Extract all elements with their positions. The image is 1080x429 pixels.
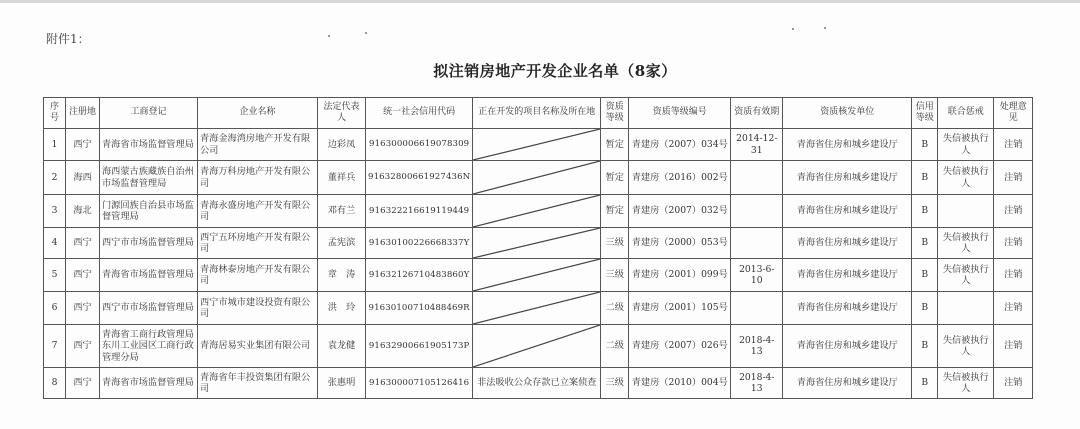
header-qual-no: 资质等级编号 [629, 98, 731, 129]
cell-company: 青海万科房地产开发有限公司 [198, 161, 318, 195]
cell-action: 注销 [994, 259, 1033, 292]
header-credit-grade: 信用等级 [912, 98, 938, 129]
cell-qual-no: 青建房（2010）004号 [629, 368, 731, 399]
cell-qual-level: 三级 [601, 259, 629, 292]
cell-no: 8 [44, 368, 66, 399]
cell-qual-no: 青建房（2007）026号 [629, 325, 731, 368]
cell-qual-level: 暂定 [601, 195, 629, 228]
cell-valid-until [731, 228, 783, 259]
cell-qual-no: 青建房（2016）002号 [629, 161, 731, 195]
header-company: 企业名称 [198, 98, 318, 129]
cell-credit-code: 91630100226668337Y [366, 228, 473, 259]
cell-project [473, 259, 601, 292]
cell-joint-punish: 失信被执行人 [938, 129, 994, 161]
cell-region: 西宁 [66, 129, 100, 161]
cell-no: 1 [44, 129, 66, 161]
header-project: 正在开发的项目名称及所在地 [473, 98, 601, 129]
table-row [44, 259, 1033, 292]
header-credit-code: 统一社会信用代码 [366, 98, 473, 129]
cell-credit-code: 916322216619119449 [366, 195, 473, 228]
cell-company: 西宁市城市建设投资有限公司 [198, 292, 318, 325]
cell-company: 青海金海湾房地产开发有限公司 [198, 129, 318, 161]
cell-qual-no: 青建房（2007）032号 [629, 195, 731, 228]
cell-project: 非法吸收公众存款已立案侦查 [473, 368, 601, 399]
cell-legal-rep: 邓有兰 [318, 195, 366, 228]
cell-registry: 青海省市场监督管理局 [100, 259, 198, 292]
cell-credit-grade: B [912, 228, 938, 259]
cell-no: 2 [44, 161, 66, 195]
cell-registry: 青海省工商行政管理局东川工业园区工商行政管理分局 [100, 325, 198, 368]
cell-credit-grade: B [912, 195, 938, 228]
table-row [44, 228, 1033, 259]
cell-qual-no: 青建房（2007）034号 [629, 129, 731, 161]
table-row [44, 292, 1033, 325]
diagonal-strike-line [473, 325, 600, 367]
cell-joint-punish [938, 195, 994, 228]
cell-action: 注销 [994, 325, 1033, 368]
cell-joint-punish: 失信被执行人 [938, 259, 994, 292]
cell-qual-no: 青建房（2000）053号 [629, 228, 731, 259]
cell-qual-no: 青建房（2001）099号 [629, 259, 731, 292]
scan-speck [824, 27, 826, 29]
cell-issuer: 青海省住房和城乡建设厅 [783, 259, 912, 292]
table-row [44, 129, 1033, 161]
cell-joint-punish: 失信被执行人 [938, 325, 994, 368]
header-issuer: 资质核发单位 [783, 98, 912, 129]
cell-credit-code: 916300007105126416 [366, 368, 473, 399]
cell-qual-no: 青建房（2001）105号 [629, 292, 731, 325]
cell-issuer: 青海省住房和城乡建设厅 [783, 195, 912, 228]
cell-credit-grade: B [912, 129, 938, 161]
cell-legal-rep: 洪 玲 [318, 292, 366, 325]
cell-credit-code: 91632126710483860Y [366, 259, 473, 292]
diagonal-strike-line [473, 195, 600, 227]
header-qual-level: 资质等级 [601, 98, 629, 129]
cell-company: 青海林泰房地产开发有限公司 [198, 259, 318, 292]
table-row [44, 325, 1033, 368]
cell-qual-level: 暂定 [601, 129, 629, 161]
cell-action: 注销 [994, 161, 1033, 195]
header-legal-rep: 法定代表人 [318, 98, 366, 129]
cell-valid-until: 2013-6-10 [731, 259, 783, 292]
cell-legal-rep: 袁龙健 [318, 325, 366, 368]
cell-registry: 门源回族自治县市场监督管理局 [100, 195, 198, 228]
cell-joint-punish: 失信被执行人 [938, 368, 994, 399]
cell-qual-level: 二级 [601, 292, 629, 325]
cell-no: 5 [44, 259, 66, 292]
cell-valid-until: 2014-12-31 [731, 129, 783, 161]
cell-project [473, 161, 601, 195]
cell-credit-grade: B [912, 325, 938, 368]
cell-credit-grade: B [912, 161, 938, 195]
cell-no: 3 [44, 195, 66, 228]
cell-registry: 西宁市市场监督管理局 [100, 228, 198, 259]
header-action: 处理意见 [994, 98, 1033, 129]
cell-registry: 海西蒙古族藏族自治州市场监督管理局 [100, 161, 198, 195]
cell-action: 注销 [994, 228, 1033, 259]
cell-no: 6 [44, 292, 66, 325]
cell-issuer: 青海省住房和城乡建设厅 [783, 129, 912, 161]
cell-legal-rep: 孟宪滨 [318, 228, 366, 259]
cell-company: 青海居易实业集团有限公司 [198, 325, 318, 368]
cell-issuer: 青海省住房和城乡建设厅 [783, 161, 912, 195]
cell-credit-grade: B [912, 292, 938, 325]
cell-region: 西宁 [66, 325, 100, 368]
table-row [44, 195, 1033, 228]
cell-no: 7 [44, 325, 66, 368]
header-valid-until: 资质有效期 [731, 98, 783, 129]
cell-region: 海西 [66, 161, 100, 195]
cell-registry: 青海省市场监督管理局 [100, 368, 198, 399]
cell-issuer: 青海省住房和城乡建设厅 [783, 368, 912, 399]
cell-action: 注销 [994, 129, 1033, 161]
cell-action: 注销 [994, 368, 1033, 399]
cell-region: 西宁 [66, 259, 100, 292]
cell-joint-punish: 失信被执行人 [938, 228, 994, 259]
cell-region: 西宁 [66, 368, 100, 399]
cell-no: 4 [44, 228, 66, 259]
cell-valid-until: 2018-4-13 [731, 368, 783, 399]
diagonal-strike-line [473, 292, 600, 324]
cell-company: 青海省年丰投资集团有限公司 [198, 368, 318, 399]
cell-joint-punish [938, 292, 994, 325]
cell-legal-rep: 章 涛 [318, 259, 366, 292]
diagonal-strike-line [473, 228, 600, 258]
cell-legal-rep: 张惠明 [318, 368, 366, 399]
document-title: 拟注销房地产开发企业名单（8家） [433, 62, 677, 80]
enterprise-table [43, 97, 1033, 399]
cell-valid-until [731, 161, 783, 195]
cell-qual-level: 三级 [601, 368, 629, 399]
cell-action: 注销 [994, 195, 1033, 228]
cell-valid-until [731, 195, 783, 228]
cell-credit-code: 91632900661905173P [366, 325, 473, 368]
cell-credit-code: 91632800661927436N [366, 161, 473, 195]
diagonal-strike-line [473, 161, 600, 194]
cell-issuer: 青海省住房和城乡建设厅 [783, 292, 912, 325]
cell-project [473, 129, 601, 161]
cell-region: 西宁 [66, 292, 100, 325]
header-registry: 工商登记 [100, 98, 198, 129]
cell-issuer: 青海省住房和城乡建设厅 [783, 228, 912, 259]
cell-project [473, 195, 601, 228]
cell-credit-grade: B [912, 368, 938, 399]
table-row [44, 368, 1033, 399]
diagonal-strike-line [473, 259, 600, 291]
header-region: 注册地 [66, 98, 100, 129]
cell-legal-rep: 边彩凤 [318, 129, 366, 161]
cell-qual-level: 暂定 [601, 161, 629, 195]
cell-issuer: 青海省住房和城乡建设厅 [783, 325, 912, 368]
scan-top-edge [0, 0, 1080, 3]
cell-project [473, 228, 601, 259]
cell-credit-code: 91630100710488469R [366, 292, 473, 325]
table-row [44, 161, 1033, 195]
cell-qual-level: 三级 [601, 228, 629, 259]
cell-credit-code: 916300006619078309 [366, 129, 473, 161]
scan-speck [792, 28, 794, 30]
diagonal-strike-line [473, 129, 600, 160]
scan-speck [365, 32, 367, 34]
cell-legal-rep: 董祥兵 [318, 161, 366, 195]
cell-company: 西宁五环房地产开发有限公司 [198, 228, 318, 259]
cell-joint-punish: 失信被执行人 [938, 161, 994, 195]
cell-registry: 西宁市市场监督管理局 [100, 292, 198, 325]
table-header-row [44, 98, 1033, 129]
cell-qual-level: 二级 [601, 325, 629, 368]
cell-region: 西宁 [66, 228, 100, 259]
cell-action: 注销 [994, 292, 1033, 325]
cell-region: 海北 [66, 195, 100, 228]
cell-registry: 青海省市场监督管理局 [100, 129, 198, 161]
cell-project [473, 325, 601, 368]
scan-speck [328, 35, 330, 37]
cell-valid-until: 2018-4-13 [731, 325, 783, 368]
header-joint-punish: 联合惩戒 [938, 98, 994, 129]
attachment-label: 附件1： [46, 32, 90, 46]
cell-project [473, 292, 601, 325]
cell-company: 青海永盛房地产开发有限公司 [198, 195, 318, 228]
header-no: 序号 [44, 98, 66, 129]
cell-credit-grade: B [912, 259, 938, 292]
cell-valid-until [731, 292, 783, 325]
